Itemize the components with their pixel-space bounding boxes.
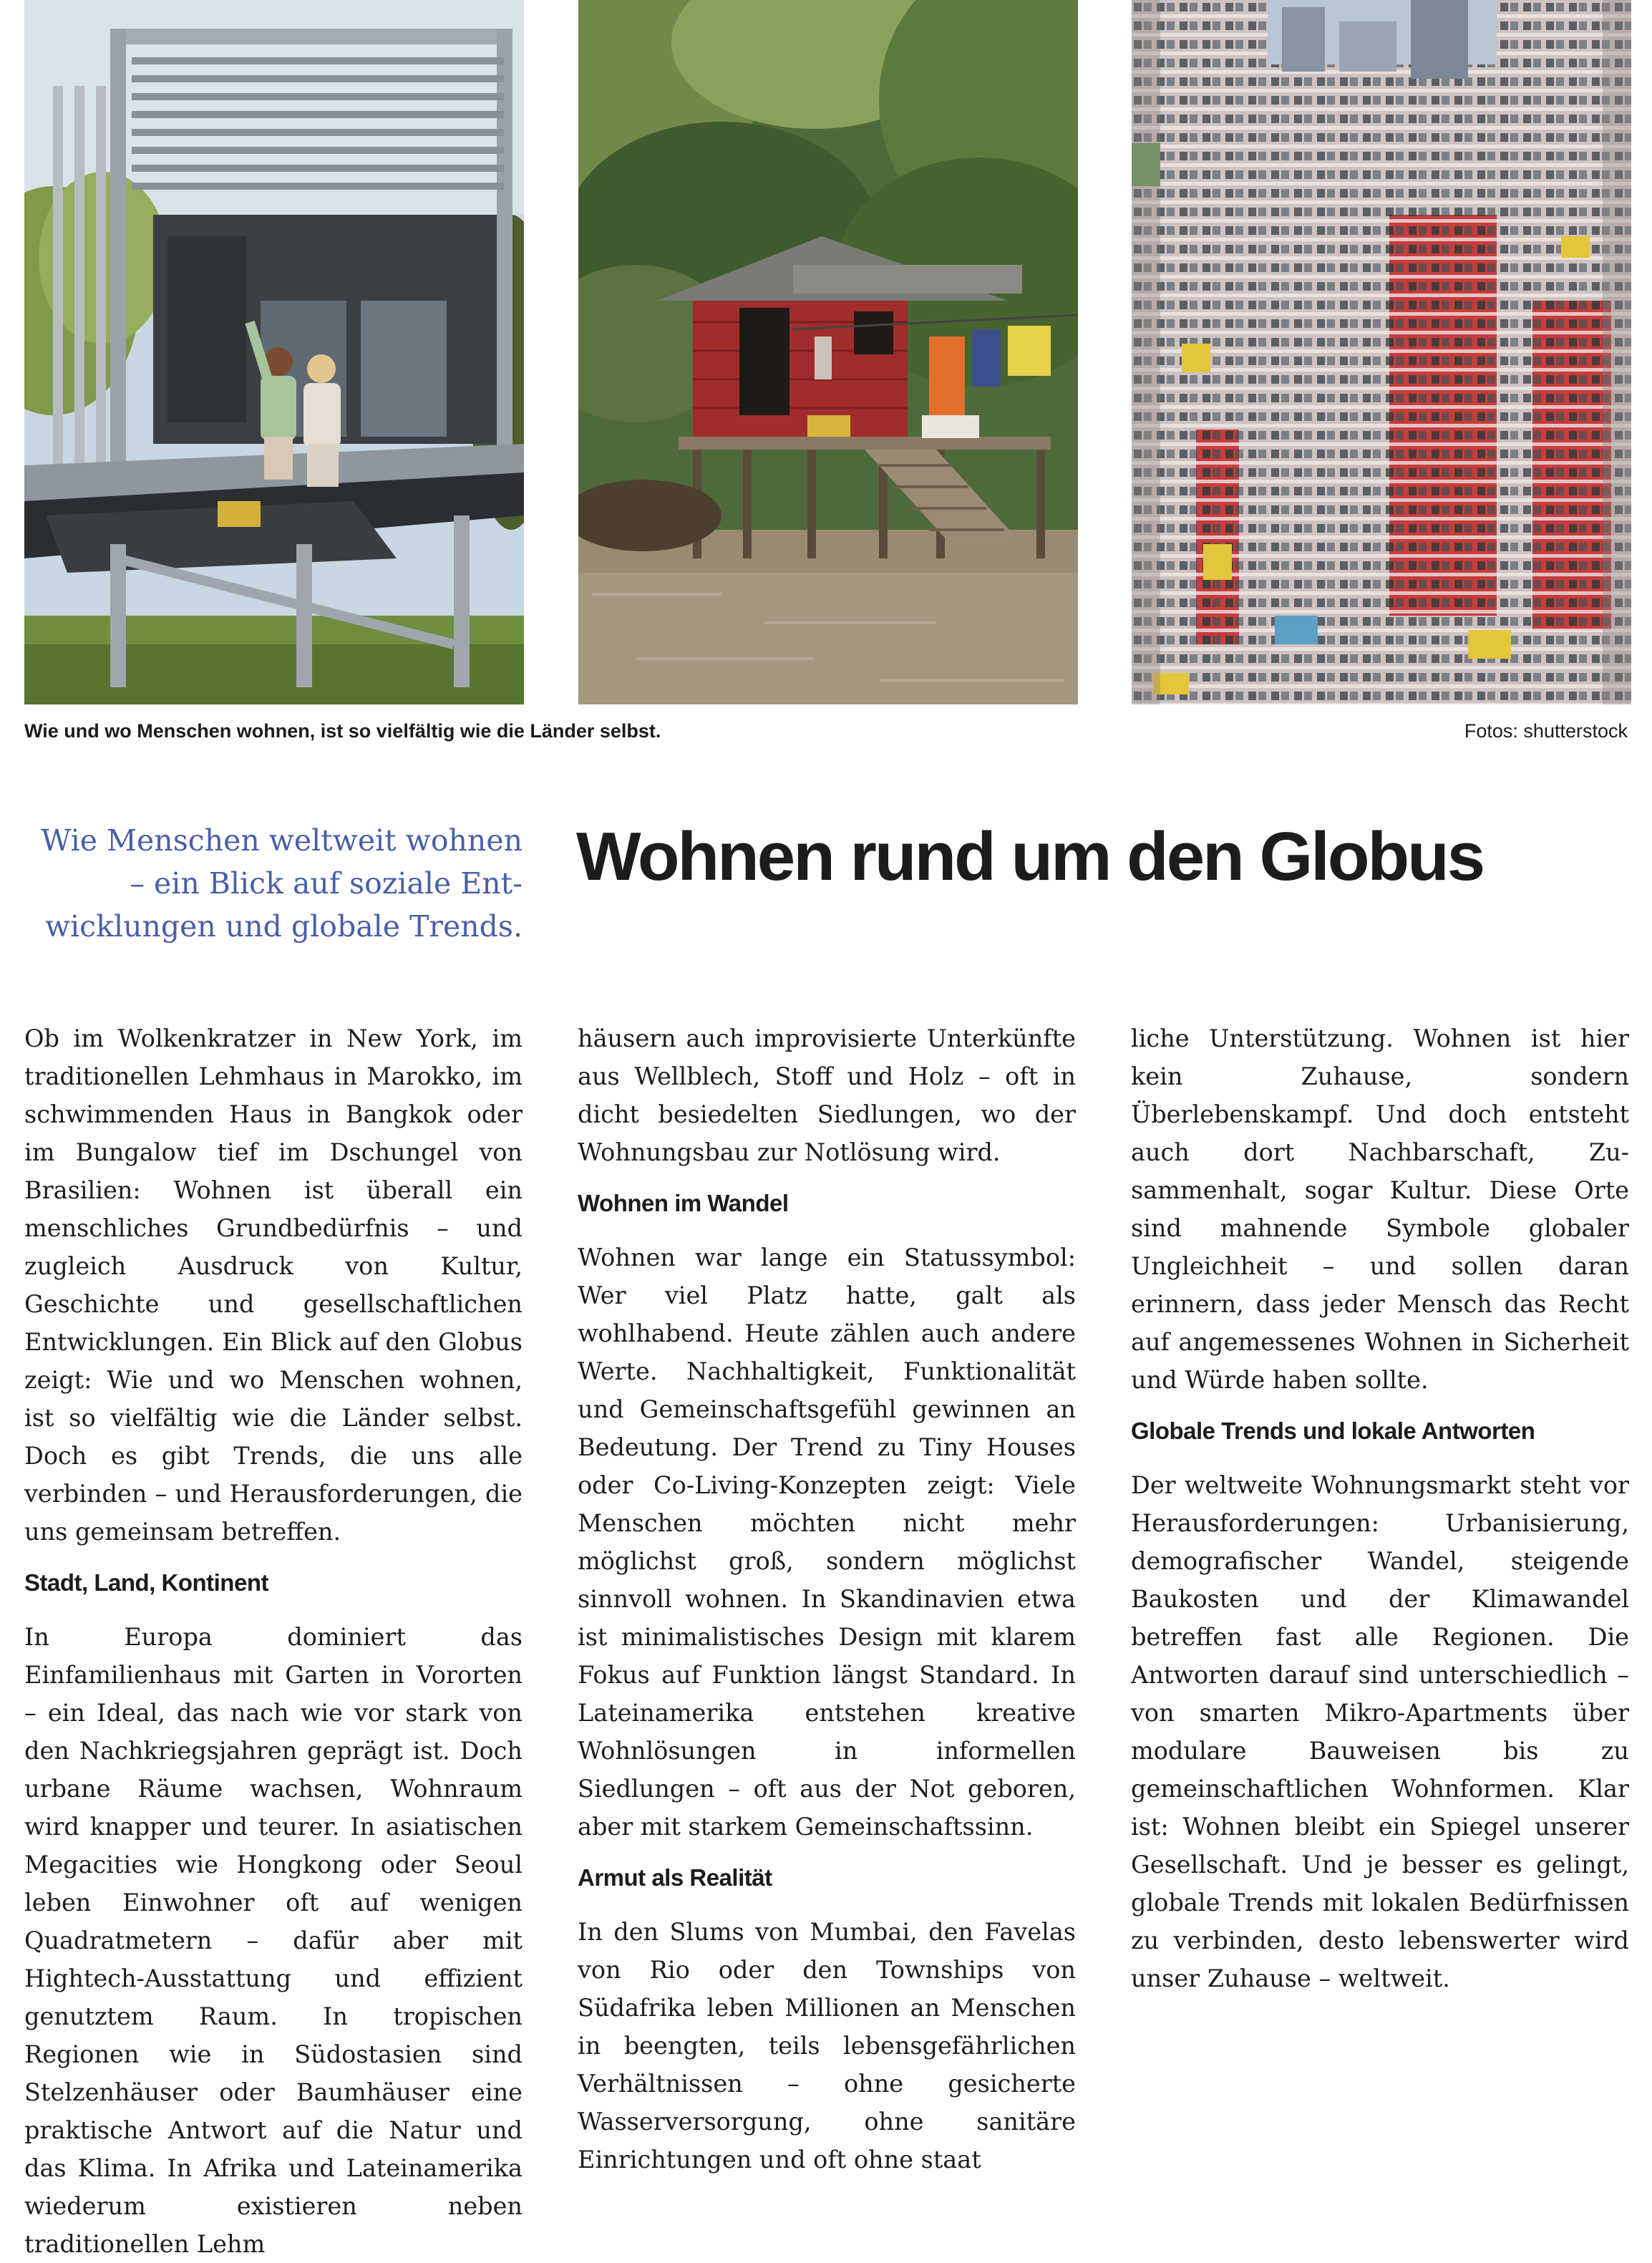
photo-caption: Wie und wo Menschen wohnen, ist so vielfältig wie die Länder selbst.: [24, 720, 661, 742]
article-intro: Wie Menschen weltweit wohnen – ein Blick auf soziale Entwicklungen und globale Trends.: [41, 823, 523, 944]
article-column-3: [1131, 1019, 1629, 1997]
subheading: Stadt, Land, Kontinent: [24, 1569, 268, 1596]
stilt-house-photo: [578, 0, 1078, 704]
paragraph: liche Unterstützung. Wohnen ist hier kein Zuhause, sondern Überlebenskampf. Und doch entsteht auch dort Nachbarschaft, Zusammenhalt, sogar Kultur. Diese Orte sind mahnende Symbole globaler Ungleichheit – und sollen daran erinnern, dass jeder Mensch das Recht auf angemessenes Wohnen in Sicherheit und Würde haben sollte.: [1131, 1024, 1629, 1394]
subheading: Globale Trends und lokale Antworten: [1131, 1418, 1535, 1444]
article-column-1: [24, 1019, 523, 2263]
photo-strip: [24, 0, 1628, 704]
subheading: Wohnen im Wandel: [578, 1190, 789, 1216]
high-rise-photo: [1132, 0, 1631, 704]
tiny-house-photo: [24, 0, 524, 704]
paragraph: Ob im Wolkenkratzer in New York, im traditionellen Lehmhaus in Marokko, im schwimmenden Haus in Bangkok oder im Bungalow tief im Dschungel von Brasilien: Wohnen ist überall ein menschliches Grundbedürfnis – und zugleich Ausdruck von Kultur, Geschichte und gesellschaftlichen Entwicklungen. Ein Blick auf den Globus zeigt: Wie und wo Menschen wohnen, ist so vielfältig wie die Länder selbst. Doch es gibt Trends, die uns alle verbinden – und Herausforderungen, die uns gemeinsam betreffen.: [24, 1024, 523, 1546]
high-rise-illustration: [1132, 0, 1631, 704]
paragraph: Wohnen war lange ein Statussymbol: Wer viel Platz hatte, galt als wohlhabend. Heute zählen auch andere Werte. Nachhaltigkeit, Funktionalität und Gemeinschaftsgefühl gewinnen an Bedeutung. Der Trend zu Tiny Houses oder Co-Living-Konzepten zeigt: Viele Menschen möchten nicht mehr möglichst groß, sondern möglichst sinnvoll wohnen. In Skandinavien etwa ist minimalistisches Design mit klarem Fokus auf Funktion längst Standard. In Lateinamerika entstehen kreative Wohnlösungen in informellen Siedlungen – oft aus der Not geboren, aber mit starkem Gemeinschaftssinn.: [578, 1244, 1076, 1841]
paragraph: In den Slums von Mumbai, den Favelas von Rio oder den Townships von Südafrika leben Millionen an Menschen in beengten, teils lebensgefährlichen Verhältnissen – ohne gesicherte Wasserversorgung, ohne sanitäre Einrichtungen und oft ohne staat: [578, 1918, 1076, 2174]
paragraph: In Europa dominiert das Einfamilienhaus mit Garten in Vororten – ein Ideal, das nach wie vor stark von den Nachkriegsjahren geprägt ist. Doch urbane Räume wachsen, Wohnraum wird knapper und teurer. In asiatischen Megacities wie Hongkong oder Seoul leben Einwohner oft auf wenigen Quadratmetern – dafür aber mit Hightech-Ausstattung und effizient genutztem Raum. In tropischen Regionen wie in Südostasien sind Stelzenhäuser oder Baumhäuser eine praktische Antwort auf die Natur und das Klima. In Afrika und Lateinamerika wiederum existieren neben traditionellen Lehm: [24, 1623, 523, 2258]
subheading: Armut als Realität: [578, 1864, 772, 1891]
paragraph: Der weltweite Wohnungsmarkt steht vor Herausforderungen: Urbanisierung, demografischer Wandel, steigende Baukosten und der Klimawandel betreffen fast alle Regionen. Die Antworten darauf sind unterschiedlich – von smarten Mikro-Apartments über modulare Bauweisen bis zu gemeinschaftlichen Wohnformen. Klar ist: Wohnen bleibt ein Spiegel unserer Gesellschaft. Und je besser es gelingt, globale Trends mit lokalen Bedürfnissen zu verbinden, desto lebenswerter wird unser Zuhause – weltweit.: [1131, 1471, 1629, 1992]
article-headline: Wohnen rund um den Globus: [576, 818, 1484, 895]
photo-credit: Fotos: shutterstock: [1464, 720, 1628, 742]
paragraph: häusern auch improvisierte Unterkünfte aus Wellblech, Stoff und Holz – oft in dicht besiedelten Siedlungen, wo der Wohnungsbau zur Notlösung wird.: [578, 1024, 1076, 1166]
photo-caption-row: [24, 720, 1628, 749]
article-column-2: [578, 1019, 1076, 2179]
tiny-house-illustration: [24, 0, 524, 704]
stilt-house-illustration: [578, 0, 1078, 704]
